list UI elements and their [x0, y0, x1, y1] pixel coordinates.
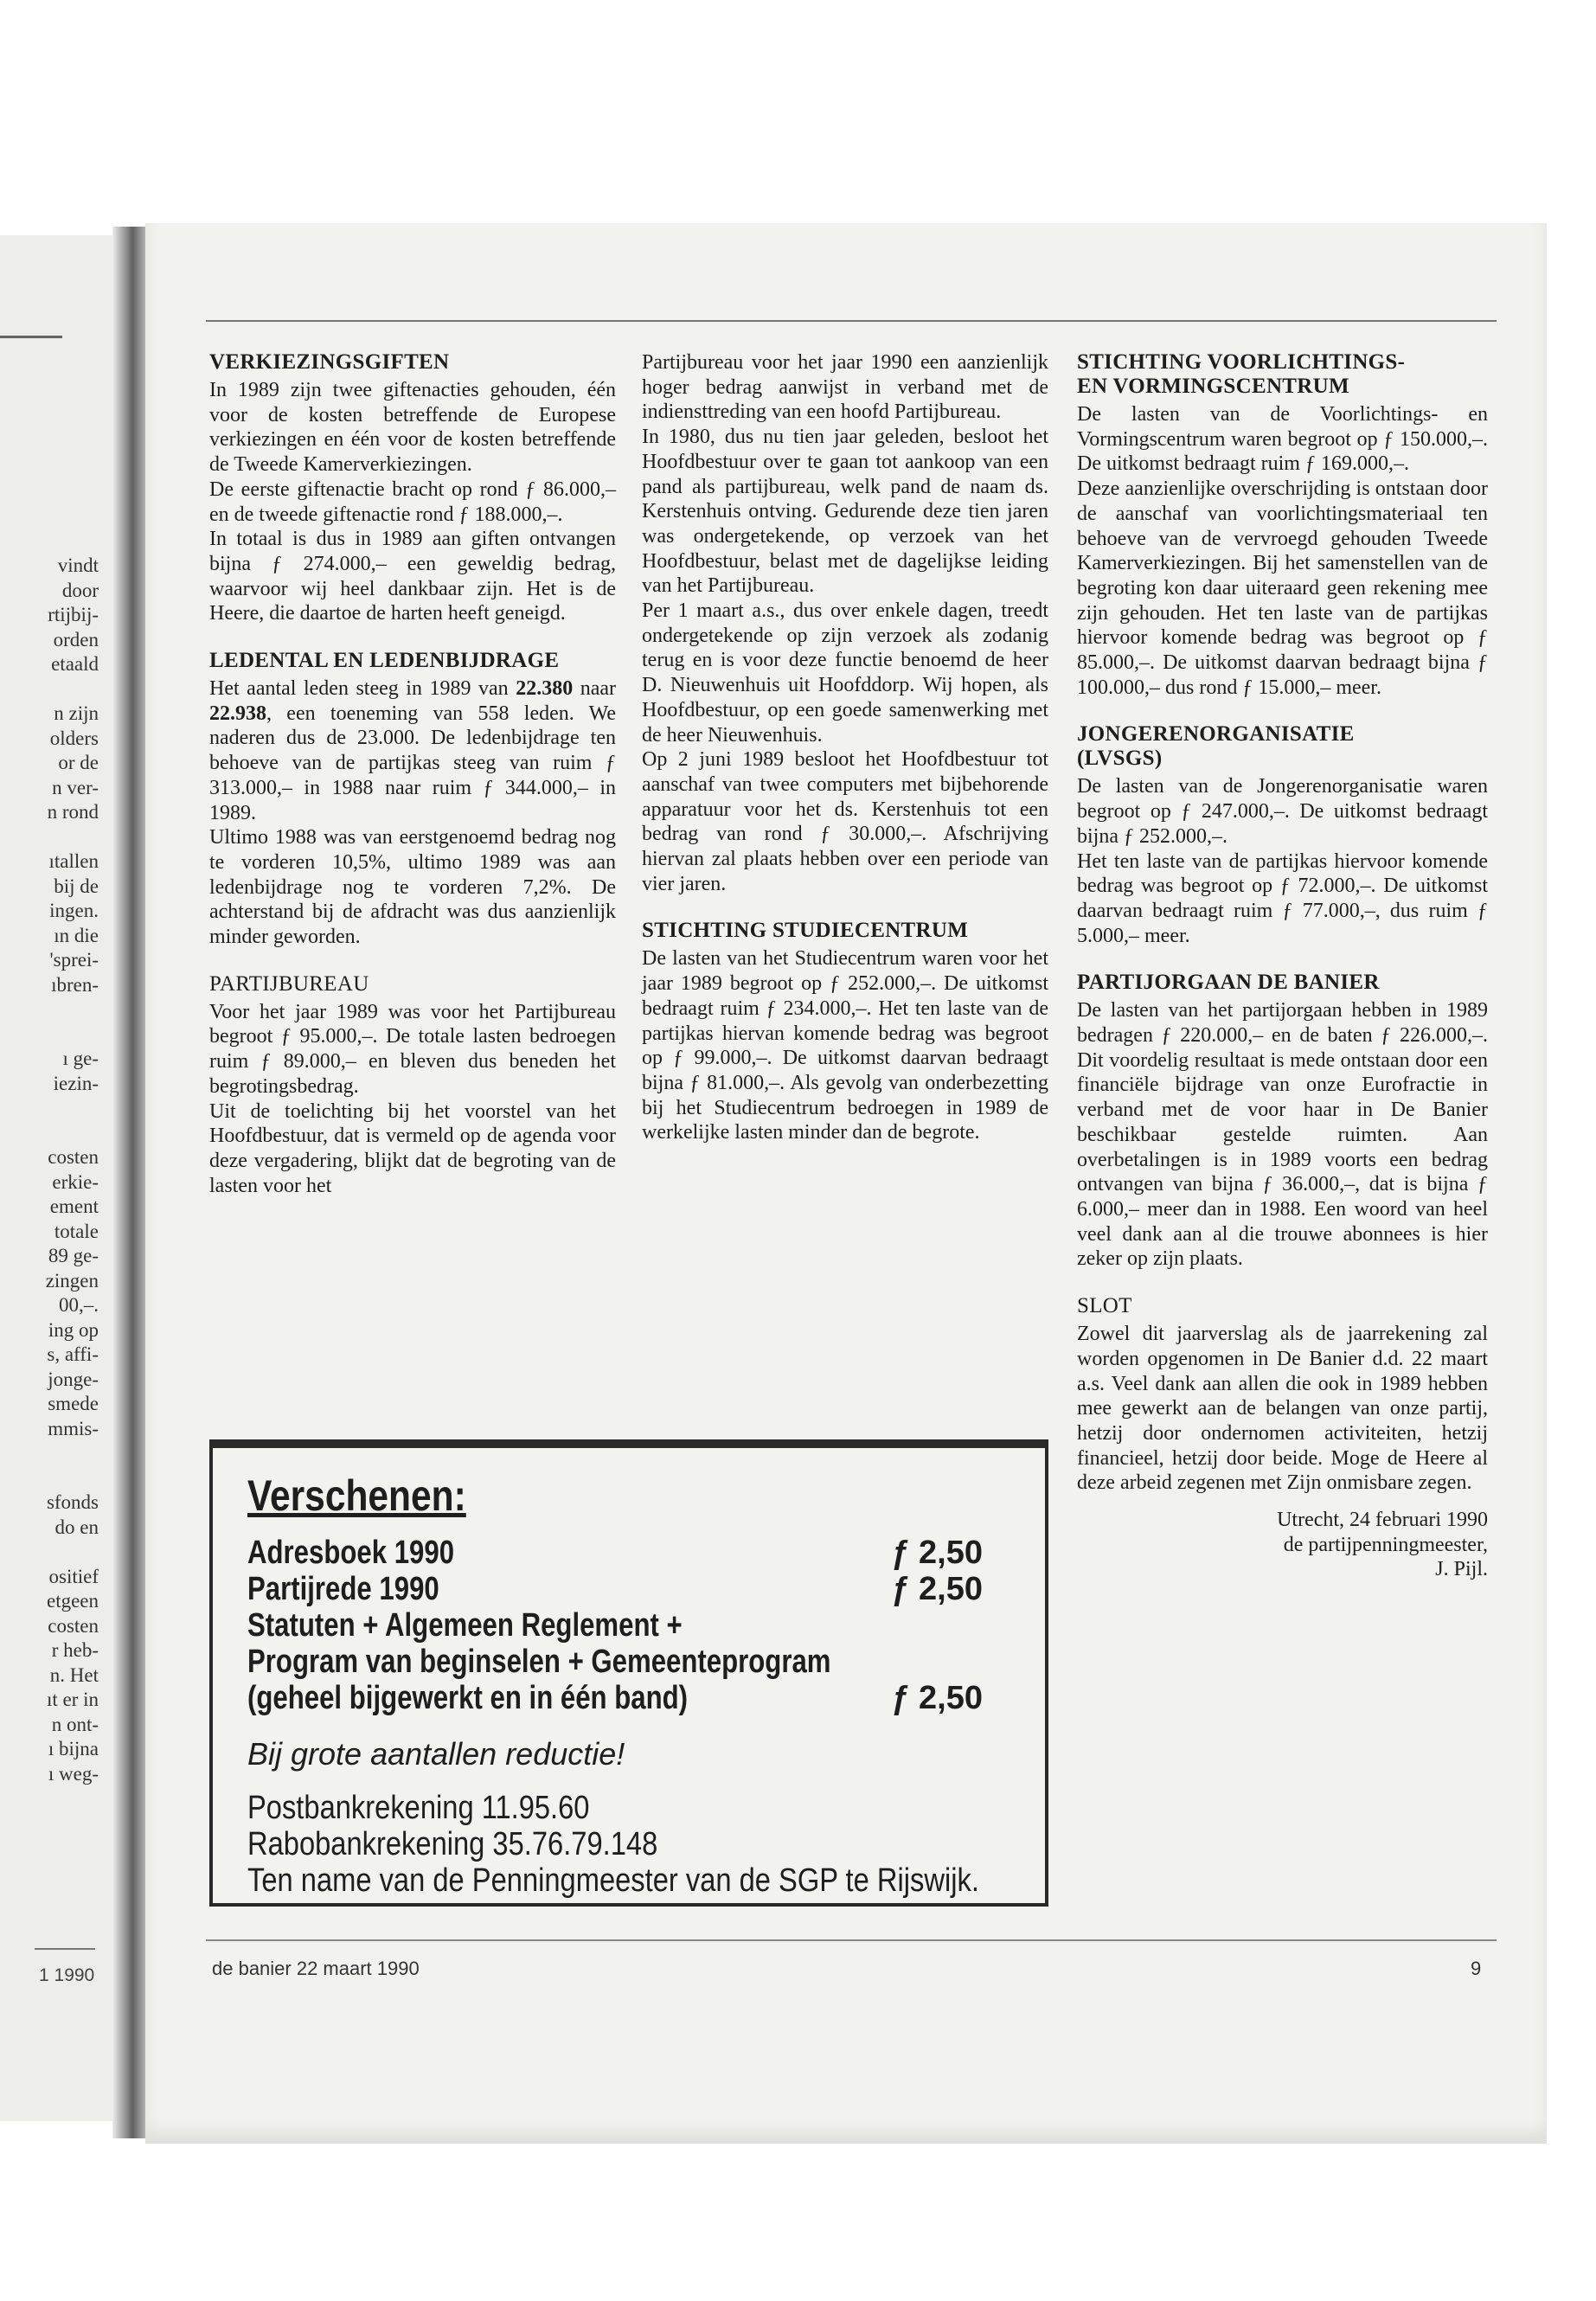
heading-jongerenorganisatie: JONGERENORGANISATIE (LVSGS) — [1077, 722, 1355, 771]
ad-item: Partijrede 1990 ƒ 2,50 — [247, 1571, 983, 1607]
adjacent-text-fragment: zingen — [45, 1269, 99, 1292]
top-rule — [206, 320, 1497, 322]
adjacent-text-fragment: ın die — [54, 924, 99, 946]
paragraph: Voor het jaar 1989 was voor het Partijbureau begroot ƒ 95.000,–. De totale lasten bedroegen ruim ƒ 89.000,– en bleven dus beneden het begrotingsbedrag. — [209, 1000, 616, 1098]
ad-price: ƒ 2,50 — [891, 1535, 983, 1571]
adjacent-text-fragment: jonge- — [48, 1368, 99, 1390]
adjacent-text-fragment: ı ge- — [62, 1048, 99, 1069]
adjacent-page-text — [12, 554, 99, 1786]
adjacent-text-fragment: ıbren- — [51, 973, 99, 996]
paragraph: Op 2 juni 1989 besloot het Hoofdbestuur tot aanschaf van twee computers met bijbehorende apparatuur voor het ds. Kerstenhuis tot een bedrag van rond ƒ 30.000,–. Afschrijving hiervan zal plaats hebben over een periode van vier jaren. — [642, 748, 1048, 895]
adjacent-text-fragment: or de — [58, 752, 99, 773]
adjacent-page-footer-rule — [35, 1948, 95, 1950]
adjacent-text-fragment: n rond — [47, 801, 99, 823]
column-2 — [642, 350, 1048, 1145]
ad-bank-postbank: Postbankrekening 11.95.60 — [247, 1790, 590, 1826]
ad-price: ƒ 2,50 — [891, 1680, 983, 1716]
adjacent-text-fragment: 00,–. — [59, 1294, 99, 1316]
ad-title: Verschenen: — [247, 1471, 466, 1520]
adjacent-text-fragment: totale — [54, 1220, 99, 1242]
paragraph: In 1980, dus nu tien jaar geleden, besloot het Hoofdbestuur over te gaan tot aankoop van een pand als partijbureau, welk pand de naam ds. Kerstenhuis ontving. Gedurende deze tien jaren was ondergetekende, op verzoek van het Hoofdbestuur, belast met de dagelijkse leiding van het Partijbureau. — [642, 426, 1048, 598]
adjacent-text-fragment: 89 ge- — [48, 1245, 99, 1266]
paragraph: Deze aanzienlijke overschrijding is ontstaan door de aanschaf van voorlichtingsmateriaal ten behoeve van de vervroegd gehouden Tweede Kamerverkiezingen. Bij het samenstellen van de begroting kon daar uiteraard geen rekening mee zijn gehouden. Het ten laste van de partijkas hiervoor komende bedrag was begroot op ƒ 85.000,–. De uitkomst daarvan bedraagt bijna ƒ 100.000,– dus rond ƒ 15.000,– meer. — [1077, 478, 1488, 699]
adjacent-text-fragment — [12, 1096, 99, 1121]
adjacent-text-fragment — [12, 1466, 99, 1491]
adjacent-text-fragment: ı weg- — [48, 1762, 99, 1785]
ad-item: Program van beginselen + Gemeenteprogram — [247, 1644, 831, 1680]
adjacent-text-fragment — [12, 677, 99, 702]
adjacent-text-fragment: iezin- — [53, 1072, 99, 1094]
adjacent-text-fragment: etgeen — [46, 1590, 99, 1612]
adjacent-text-fragment — [12, 1022, 99, 1048]
signature-place-date: Utrecht, 24 februari 1990 — [1277, 1509, 1488, 1532]
adjacent-text-fragment — [12, 1121, 99, 1146]
column-1 — [209, 350, 616, 1198]
adjacent-text-fragment: do en — [54, 1516, 99, 1538]
heading-voorlichtingscentrum: STICHTING VOORLICHTINGS- EN VORMINGSCENTRUM — [1077, 350, 1406, 398]
adjacent-text-fragment: ing op — [48, 1318, 99, 1341]
heading-ledental: LEDENTAL EN LEDENBIJDRAGE — [209, 649, 560, 673]
adjacent-text-fragment: smede — [48, 1393, 99, 1414]
adjacent-text-fragment: r heb- — [51, 1639, 99, 1661]
column-3 — [1077, 350, 1488, 1582]
ad-item: (geheel bijgewerkt en in één band) ƒ 2,50 — [247, 1680, 983, 1716]
paragraph: De lasten van het partijorgaan hebben in 1989 bedragen ƒ 220.000,– en de baten ƒ 226.000,–. Dit voordelig resultaat is mede ontstaan door een financiële bijdrage van onze Eurofractie in verband met de voor haar in De Banier beschikbaar gestelde ruimten. Aan overbetalingen is in 1989 voorts een bedrag ontvangen van bijna ƒ 36.000,–, dat is bijna ƒ 6.000,– meer dan in 1988. Een woord van heel veel dank aan al die trouwe abonnees is hier zeker op zijn plaats. — [1077, 999, 1488, 1271]
ad-account-holder: Ten name van de Penningmeester van de SGP te Rijswijk. — [247, 1862, 979, 1899]
adjacent-text-fragment: bij de — [54, 875, 99, 897]
page-number: 9 — [1471, 1958, 1482, 1979]
paragraph: Het aantal leden steeg in 1989 van 22.380 naar 22.938, een toeneming van 558 leden. We naderen dus de 23.000. De ledenbijdrage ten behoeve van de partijkas steeg van ruim ƒ 313.000,– in 1988 naar ruim ƒ 344.000,– in 1989. — [209, 677, 617, 824]
adjacent-text-fragment: orden — [53, 628, 99, 651]
adjacent-text-fragment: sfonds — [46, 1491, 99, 1513]
paragraph: Partijbureau voor het jaar 1990 een aanzienlijk hoger bedrag aanwijst in verband met de indiensttreding van een hoofd Partijbureau. — [642, 351, 1048, 424]
heading-studiecentrum: STICHTING STUDIECENTRUM — [642, 919, 969, 943]
adjacent-text-fragment: rtijbij- — [48, 604, 99, 625]
adjacent-text-fragment: ıtallen — [48, 850, 99, 872]
paragraph: In 1989 zijn twee giftenacties gehouden, één voor de kosten betreffende de Europese verkiezingen en één voor de kosten betreffende de Tweede Kamerverkiezingen. — [209, 379, 616, 477]
ad-note: Bij grote aantallen reductie! — [247, 1736, 625, 1772]
paragraph: De eerste giftenactie bracht op rond ƒ 86.000,– en de tweede giftenactie rond ƒ 188.000,–. — [209, 478, 616, 526]
adjacent-text-fragment: etaald — [51, 653, 99, 675]
signature-name: J. Pijl. — [1435, 1558, 1488, 1581]
adjacent-text-fragment: ement — [49, 1195, 99, 1217]
adjacent-text-fragment: ositief — [48, 1565, 99, 1587]
adjacent-text-fragment — [12, 825, 99, 850]
adjacent-text-fragment: ı bijna — [48, 1738, 99, 1759]
ad-item: Adresboek 1990 ƒ 2,50 — [247, 1535, 983, 1571]
adjacent-text-fragment: ingen. — [49, 900, 99, 921]
heading-partijbureau: PARTIJBUREAU — [209, 971, 369, 996]
adjacent-text-fragment: 'sprei- — [49, 949, 99, 971]
footer-publication: de banier 22 maart 1990 — [212, 1958, 420, 1979]
paragraph: Ultimo 1988 was van eerstgenoemd bedrag nog te vorderen 10,5%, ultimo 1989 was aan ledenbijdrage nog te vorderen 7,2%. De achterstand bij de afdracht was dus aanzienlijk minder geworden. — [209, 826, 616, 949]
adjacent-text-fragment: door — [61, 579, 99, 601]
paragraph: De lasten van het Studiecentrum waren voor het jaar 1989 begroot op ƒ 252.000,–. De uitkomst bedraagt ruim ƒ 234.000,–. Het ten laste van de partijkas hiervan komende bedrag was begroot op ƒ 99.000,–. De uitkomst daarvan bedraagt bijna ƒ 81.000,–. Als gevolg van onderbezetting bij het Studiecentrum bedroegen in 1989 de werkelijke lasten minder dan de begrote. — [642, 947, 1048, 1144]
adjacent-text-fragment: ıt er in — [46, 1689, 99, 1710]
bottom-rule — [206, 1939, 1497, 1941]
adjacent-text-fragment: s, affi- — [47, 1343, 99, 1365]
paragraph: In totaal is dus in 1989 aan giften ontvangen bijna ƒ 274.000,– een geweldig bedrag, waarvoor wij heel dankbaar zijn. Het is de Heere, die daartoe de harten heeft geneigd. — [209, 528, 616, 625]
adjacent-page-footer: 1 1990 — [39, 1965, 95, 1985]
adjacent-text-fragment — [12, 1441, 99, 1466]
adjacent-text-fragment: costen — [48, 1614, 99, 1637]
adjacent-text-fragment: n ver- — [52, 776, 99, 798]
adjacent-text-fragment: erkie- — [52, 1170, 99, 1193]
advertisement-box — [209, 1439, 1048, 1907]
adjacent-page-rule — [0, 336, 62, 338]
ad-bank-rabobank: Rabobankrekening 35.76.79.148 — [247, 1826, 658, 1862]
ad-price: ƒ 2,50 — [891, 1571, 983, 1607]
paragraph: Uit de toelichting bij het voorstel van het Hoofdbestuur, dat is vermeld op de agenda voor deze vergadering, blijkt dat de begroting van de lasten voor het — [209, 1099, 616, 1197]
paragraph: Zowel dit jaarverslag als de jaarrekening zal worden opgenomen in De Banier d.d. 22 maart a.s. Veel dank aan allen die ook in 1989 hebben mee gewerkt aan de belangen van onze partij, hetzij door ondernomen activiteiten, hetzij financieel, hetzij door beide. Moge de Heere al deze arbeid zegenen met Zijn onmisbare zegen. — [1077, 1323, 1488, 1495]
paragraph: Het ten laste van de partijkas hiervoor komende bedrag was begroot op ƒ 72.000,–. De uitkomst daarvan bedraagt ruim ƒ 77.000,–, dus ruim ƒ 5.000,– meer. — [1077, 849, 1488, 947]
adjacent-text-fragment: n ont- — [51, 1713, 99, 1735]
adjacent-text-fragment: mmis- — [48, 1417, 99, 1439]
heading-verkiezingsgiften: VERKIEZINGSGIFTEN — [209, 350, 450, 374]
heading-slot: SLOT — [1077, 1294, 1132, 1318]
adjacent-text-fragment: vindt — [57, 554, 99, 576]
ad-item: Statuten + Algemeen Reglement + — [247, 1607, 683, 1644]
heading-partijorgaan: PARTIJORGAAN DE BANIER — [1077, 971, 1380, 995]
paragraph: De lasten van de Voorlichtings- en Vormingscentrum waren begroot op ƒ 150.000,–. De uitkomst bedraagt ruim ƒ 169.000,–. — [1077, 403, 1488, 476]
adjacent-text-fragment: costen — [48, 1146, 99, 1168]
book-spine — [112, 227, 149, 2138]
adjacent-text-fragment — [12, 997, 99, 1022]
adjacent-text-fragment: n zijn — [54, 702, 99, 724]
paragraph: De lasten van de Jongerenorganisatie waren begroot op ƒ 247.000,–. De uitkomst bedraagt bijna ƒ 252.000,–. — [1077, 775, 1488, 848]
adjacent-text-fragment: n. Het — [49, 1663, 99, 1686]
adjacent-text-fragment: olders — [49, 727, 99, 749]
paragraph: Per 1 maart a.s., dus over enkele dagen, treedt ondergetekende op zijn verzoek als zodanig terug en is voor deze functie benoemd de heer D. Nieuwenhuis uit Hoofddorp. Wij hopen, als Hoofdbestuur, op een goede samenwerking met de heer Nieuwenhuis. — [642, 599, 1048, 747]
adjacent-text-fragment — [12, 1540, 99, 1565]
signature-role: de partijpenningmeester, — [1283, 1533, 1488, 1556]
